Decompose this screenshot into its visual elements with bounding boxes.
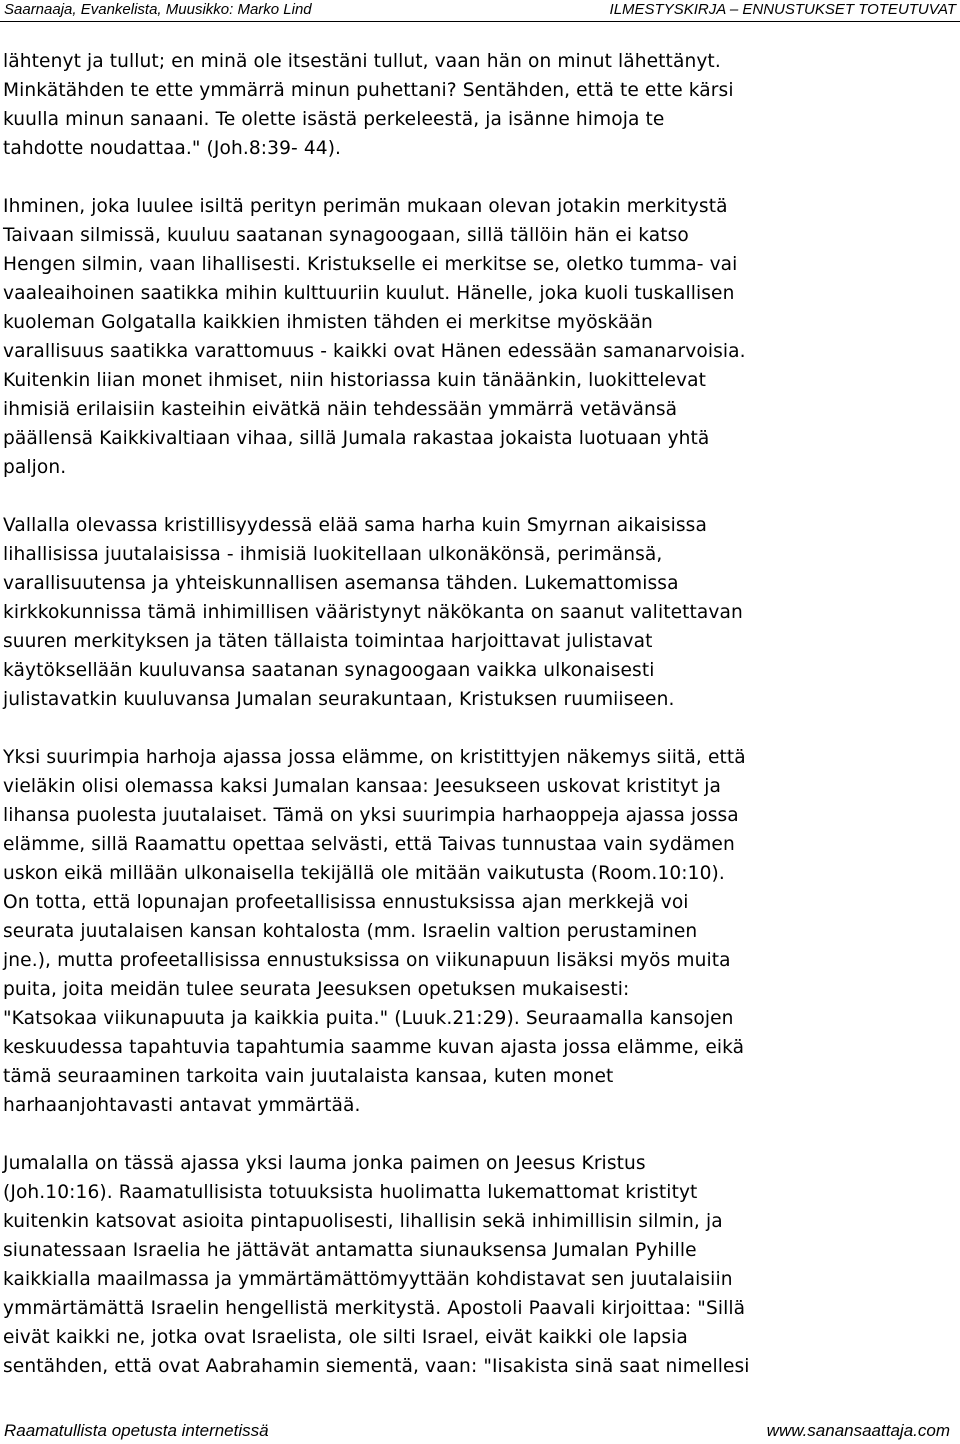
text-line: puita, joita meidän tulee seurata Jeesuksen opetuksen mukaisesti: [3, 979, 630, 1000]
paragraph [3, 192, 959, 482]
paragraph [3, 1149, 959, 1381]
page-header [0, 0, 960, 22]
text-line: varallisuutensa ja yhteiskunnallisen asemansa tähden. Lukemattomissa [3, 573, 679, 594]
header-author: Saarnaaja, Evankelista, Muusikko: Marko Lind [4, 1, 312, 18]
text-line: lihansa puolesta juutalaiset. Tämä on yksi suurimpia harhaoppeja ajassa jossa [3, 805, 739, 826]
paragraph [3, 511, 959, 714]
text-line: lähtenyt ja tullut; en minä ole itsestäni tullut, vaan hän on minut lähettänyt. [3, 51, 721, 72]
header-title: ILMESTYSKIRJA – ENNUSTUKSET TOTEUTUVAT [609, 1, 956, 18]
text-line: sentähden, että ovat Aabrahamin siementä, vaan: "Iisakista sinä saat nimellesi [3, 1356, 750, 1377]
text-line: Vallalla olevassa kristillisyydessä elää sama harha kuin Smyrnan aikaisissa [3, 515, 707, 536]
text-line: Taivaan silmissä, kuuluu saatanan synagoogaan, sillä tällöin hän ei katso [3, 225, 689, 246]
text-line: siunatessaan Israelia he jättävät antamatta siunauksensa Jumalan Pyhille [3, 1240, 697, 1261]
text-line: paljon. [3, 457, 67, 478]
text-line: Yksi suurimpia harhoja ajassa jossa elämme, on kristittyjen näkemys siitä, että [3, 747, 746, 768]
text-line: seurata juutalaisen kansan kohtalosta (mm. Israelin valtion perustaminen [3, 921, 698, 942]
text-line: kuitenkin katsovat asioita pintapuolisesti, lihallisin sekä inhimillisin silmin, ja [3, 1211, 723, 1232]
text-line: Minkätähden te ette ymmärrä minun puhettani? Sentähden, että te ette kärsi [3, 80, 734, 101]
document-body [3, 47, 959, 1410]
text-line: päällensä Kaikkivaltiaan vihaa, sillä Jumala rakastaa jokaista luotuaan yhtä [3, 428, 710, 449]
text-line: kirkkokunnissa tämä inhimillisen vääristynyt näkökanta on saanut valitettavan [3, 602, 743, 623]
text-line: kaikkialla maailmassa ja ymmärtämättömyyttään kohdistavat sen juutalaisiin [3, 1269, 733, 1290]
page-footer [0, 1420, 960, 1444]
text-line: On totta, että lopunajan profeetallisissa ennustuksissa ajan merkkejä voi [3, 892, 689, 913]
text-line: käytöksellään kuuluvansa saatanan synagoogaan vaikka ulkonaisesti [3, 660, 655, 681]
text-line: elämme, sillä Raamattu opettaa selvästi, että Taivas tunnustaa vain sydämen [3, 834, 735, 855]
text-line: kuulla minun sanaani. Te olette isästä perkeleestä, ja isänne himoja te [3, 109, 665, 130]
text-line: lihallisissa juutalaisissa - ihmisiä luokitellaan ulkonäkönsä, perimänsä, [3, 544, 663, 565]
text-line: julistavatkin kuuluvansa Jumalan seurakuntaan, Kristuksen ruumiiseen. [3, 689, 675, 710]
text-line: vieläkin olisi olemassa kaksi Jumalan kansaa: Jeesukseen uskovat kristityt ja [3, 776, 721, 797]
text-line: jne.), mutta profeetallisissa ennustuksissa on viikunapuun lisäksi myös muita [3, 950, 731, 971]
text-line: Ihminen, joka luulee isiltä perityn perimän mukaan olevan jotakin merkitystä [3, 196, 728, 217]
text-line: Kuitenkin liian monet ihmiset, niin historiassa kuin tänäänkin, luokittelevat [3, 370, 707, 391]
footer-tagline: Raamatullista opetusta internetissä [4, 1421, 269, 1440]
text-line: varallisuus saatikka varattomuus - kaikki ovat Hänen edessään samanarvoisia. [3, 341, 746, 362]
text-line: eivät kaikki ne, jotka ovat Israelista, ole silti Israel, eivät kaikki ole lapsia [3, 1327, 688, 1348]
text-line: tahdotte noudattaa." (Joh.8:39- 44). [3, 138, 342, 159]
text-line: suuren merkityksen ja täten tällaista toimintaa harjoittavat julistavat [3, 631, 653, 652]
text-line: harhaanjohtavasti antavat ymmärtää. [3, 1095, 361, 1116]
text-line: ymmärtämättä Israelin hengellistä merkitystä. Apostoli Paavali kirjoittaa: "Sillä [3, 1298, 746, 1319]
text-line: vaaleaihoinen saatikka mihin kulttuuriin kuulut. Hänelle, joka kuoli tuskallisen [3, 283, 735, 304]
text-line: keskuudessa tapahtuvia tapahtumia saamme kuvan ajasta jossa elämme, eikä [3, 1037, 745, 1058]
text-line: Jumalalla on tässä ajassa yksi lauma jonka paimen on Jeesus Kristus [3, 1153, 646, 1174]
text-line: Hengen silmin, vaan lihallisesti. Kristukselle ei merkitse se, oletko tumma- vai [3, 254, 738, 275]
text-line: ihmisiä erilaisiin kasteihin eivätkä näin tehdessään ymmärrä vetävänsä [3, 399, 678, 420]
text-line: kuoleman Golgatalla kaikkien ihmisten tähden ei merkitse myöskään [3, 312, 653, 333]
paragraph [3, 743, 959, 1120]
text-line: uskon eikä millään ulkonaisella tekijällä ole mitään vaikutusta (Room.10:10). [3, 863, 725, 884]
footer-website: www.sanansaattaja.com [766, 1421, 950, 1440]
paragraph [3, 47, 959, 163]
text-line: (Joh.10:16). Raamatullisista totuuksista huolimatta lukemattomat kristityt [3, 1182, 698, 1203]
text-line: tämä seuraaminen tarkoita vain juutalaista kansaa, kuten monet [3, 1066, 614, 1087]
text-line: "Katsokaa viikunapuuta ja kaikkia puita." (Luuk.21:29). Seuraamalla kansojen [3, 1008, 734, 1029]
